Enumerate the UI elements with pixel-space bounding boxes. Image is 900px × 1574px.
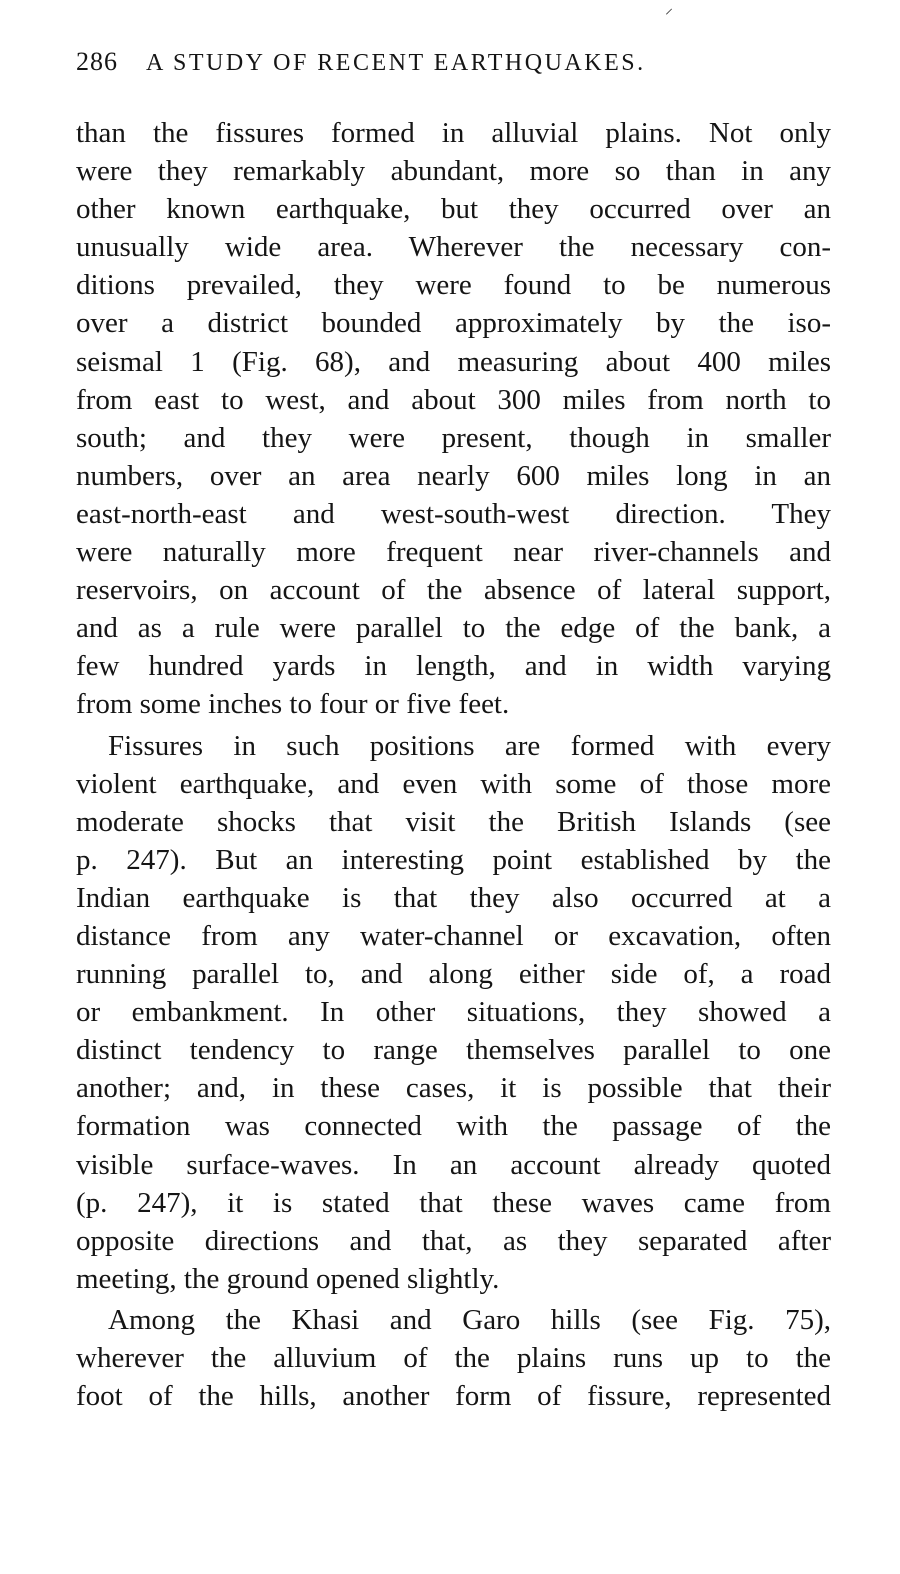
text-line: running parallel to, and along either side of, a road [76,958,831,991]
text-line: other known earthquake, but they occurred over an [76,193,831,226]
text-line: reservoirs, on account of the absence of lateral support, [76,574,831,607]
paragraph-2 [76,727,831,1298]
text-line: foot of the hills, another form of fissure, represented [76,1380,831,1413]
text-line: meeting, the ground opened slightly. [76,1262,500,1295]
text-line: seismal 1 (Fig. 68), and measuring about 400 miles [76,345,831,378]
running-head [76,44,836,81]
text-line: distinct tendency to range themselves parallel to one [76,1034,831,1067]
text-line: violent earthquake, and even with some of those more [76,767,831,800]
page-number: 286 [76,47,118,76]
text-line: few hundred yards in length, and in width varying [76,650,831,683]
text-line: unusually wide area. Wherever the necessary con- [76,231,831,264]
text-line: were naturally more frequent near river-channels and [76,536,831,569]
text-line: another; and, in these cases, it is possible that their [76,1072,831,1105]
text-line: were they remarkably abundant, more so than in any [76,155,831,188]
text-line: p. 247). But an interesting point established by the [76,843,831,876]
body-text [76,114,831,1415]
text-line: wherever the alluvium of the plains runs up to the [76,1342,831,1374]
text-line: distance from any water-channel or excavation, often [76,919,831,952]
text-line: numbers, over an area nearly 600 miles long in an [76,459,831,492]
running-head-title: A STUDY OF RECENT EARTHQUAKES. [146,50,646,76]
text-line: visible surface-waves. In an account already quoted [76,1148,831,1181]
text-line: from east to west, and about 300 miles from north to [76,383,831,416]
text-line: than the fissures formed in alluvial plains. Not only [76,117,831,149]
text-line: Among the Khasi and Garo hills (see Fig. 75), [108,1303,831,1336]
text-line: over a district bounded approximately by the iso- [76,307,831,340]
text-line: (p. 247), it is stated that these waves came from [76,1186,831,1219]
text-line: opposite directions and that, as they separated after [76,1224,831,1257]
text-line: Fissures in such positions are formed with every [108,729,831,762]
text-line: ditions prevailed, they were found to be numerous [76,269,831,302]
paragraph-3 [76,1301,831,1415]
text-line: or embankment. In other situations, they showed a [76,996,831,1029]
paragraph-1 [76,114,831,724]
text-line: formation was connected with the passage of the [76,1110,831,1143]
print-speck: ⸍ [665,7,674,24]
text-line: and as a rule were parallel to the edge of the bank, a [76,612,831,645]
text-line: Indian earthquake is that they also occurred at a [76,881,831,914]
text-line: moderate shocks that visit the British Islands (see [76,805,831,838]
text-line: from some inches to four or five feet. [76,688,510,721]
text-line: east-north-east and west-south-west direction. They [76,497,831,530]
text-line: south; and they were present, though in smaller [76,421,831,454]
